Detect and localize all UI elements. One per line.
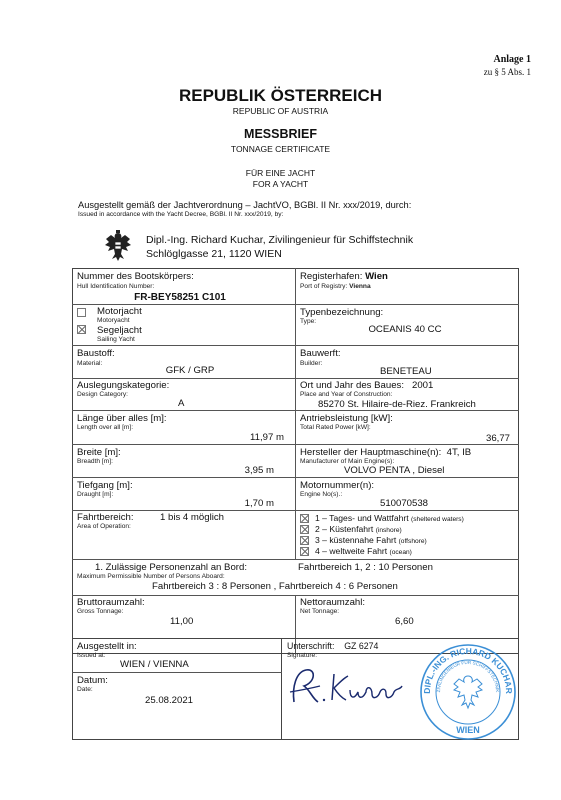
annex-reference: zu § 5 Abs. 1 — [483, 67, 531, 77]
place-year-label-en: Place and Year of Construction: — [300, 391, 393, 398]
builder-label-en: Builder: — [300, 360, 323, 367]
country-title: REPUBLIK ÖSTERREICH — [178, 86, 383, 105]
year-value: 2001 — [412, 380, 434, 391]
document-subtitle: TONNAGE CERTIFICATE — [230, 144, 331, 154]
length-value: 11,97 m — [250, 432, 284, 443]
engine-maker-value: VOLVO PENTA , Diesel — [344, 465, 445, 476]
persons-area-12: Fahrtbereich 1, 2 : 10 Personen — [298, 562, 433, 573]
austrian-eagle-icon — [103, 229, 133, 263]
engineer-stamp — [418, 642, 518, 742]
draught-value: 1,70 m — [244, 498, 274, 509]
svg-text:DIPL.-ING. RICHARD KUCHAR — [422, 646, 514, 694]
issued-decree-de: Ausgestellt gemäß der Jachtverordnung – JachtVO, BGBl. II Nr. xxx/2019, durch: — [78, 200, 412, 210]
gross-tonnage-label: Bruttoraumzahl: — [77, 597, 145, 608]
signature-label-en: Signature: — [287, 652, 318, 659]
yacht-de: FÜR EINE JACHT — [245, 168, 316, 178]
issuer-address: Schlöglgasse 21, 1120 WIEN — [146, 248, 282, 260]
power-label: Antriebsleistung [kW]: — [300, 413, 393, 424]
material-label-en: Material: — [77, 360, 103, 367]
area-1-checkbox — [300, 514, 309, 523]
category-value: A — [178, 398, 185, 409]
issued-at-label: Ausgestellt in: — [77, 641, 137, 652]
area-2-label: 2 – Küstenfahrt (inshore) — [315, 524, 402, 534]
area-4-checkbox — [300, 547, 309, 556]
operation-value: 1 bis 4 möglich — [160, 512, 224, 523]
net-tonnage-label: Nettoraumzahl: — [300, 597, 366, 608]
engine-maker-label-en: Manufacturer of Main Engine(s): — [300, 458, 395, 465]
operation-label: Fahrtbereich: — [77, 512, 134, 523]
place-value: 85270 St. Hilaire-de-Riez. Frankreich — [318, 399, 476, 410]
power-value: 36,77 — [485, 433, 510, 444]
sailing-yacht-label-en: Sailing Yacht — [97, 336, 135, 343]
net-tonnage-label-en: Net Tonnage: — [300, 608, 340, 615]
sailing-yacht-label: Segeljacht — [97, 325, 142, 336]
gross-tonnage-label-en: Gross Tonnage: — [77, 608, 124, 615]
signature-label: Unterschrift: GZ 6274 — [287, 641, 379, 651]
power-label-en: Total Rated Power [kW]: — [300, 424, 371, 431]
draught-label: Tiefgang [m]: — [77, 480, 133, 491]
area-3-label: 3 – küstennahe Fahrt (offshore) — [315, 535, 427, 545]
category-label-en: Design Category: — [77, 391, 128, 398]
material-value: GFK / GRP — [165, 365, 215, 376]
stamp-city: WIEN — [456, 725, 480, 735]
port-label-en: Port of Registry: Vienna — [300, 283, 371, 290]
type-label: Typenbezeichnung: — [300, 307, 384, 318]
breadth-value: 3,95 m — [244, 465, 274, 476]
area-3-checkbox — [300, 536, 309, 545]
breadth-label: Breite [m]: — [77, 447, 121, 458]
length-label-en: Length over all [m]: — [77, 424, 134, 431]
area-4-label: 4 – weltweite Fahrt (ocean) — [315, 546, 412, 556]
type-label-en: Type: — [300, 318, 317, 325]
engine-type-value: 4T, IB — [446, 447, 472, 458]
date-label-en: Date: — [77, 686, 93, 693]
yacht-en: FOR A YACHT — [252, 179, 309, 189]
engine-no-value: 510070538 — [380, 498, 429, 509]
motor-yacht-label: Motorjacht — [97, 306, 142, 317]
issued-decree-en: Issued in accordance with the Yacht Decree, BGBl. II Nr. xxx/2019, by: — [78, 211, 284, 218]
gz-reference: GZ 6274 — [344, 641, 379, 651]
handwritten-signature — [282, 662, 412, 712]
net-tonnage-value: 6,60 — [395, 616, 414, 627]
hull-id-value: FR-BEY58251 C101 — [134, 292, 226, 303]
gross-tonnage-value: 11,00 — [170, 616, 194, 627]
operation-label-en: Area of Operation: — [77, 523, 131, 530]
hull-id-label: Nummer des Bootskörpers: — [77, 271, 194, 282]
draught-label-en: Draught [m]: — [77, 491, 114, 498]
builder-value: BENETEAU — [380, 366, 432, 377]
motor-yacht-label-en: Motoryacht — [97, 317, 130, 324]
builder-label: Bauwerft: — [300, 348, 341, 359]
engine-no-label-en: Engine No(s).: — [300, 491, 343, 498]
type-value: OCEANIS 40 CC — [368, 324, 442, 335]
date-value: 25.08.2021 — [145, 695, 194, 706]
issued-at-label-en: Issued at: — [77, 652, 106, 659]
persons-area-34: Fahrtbereich 3 : 8 Personen , Fahrtbereich 4 : 6 Personen — [152, 581, 398, 592]
issuer-name: Dipl.-Ing. Richard Kuchar, Zivilingenieur für Schiffstechnik — [146, 234, 414, 246]
port-label: Registerhafen: Wien — [300, 271, 388, 282]
annex-label: Anlage 1 — [493, 54, 531, 65]
engine-no-label: Motornummer(n): — [300, 480, 375, 491]
breadth-label-en: Breadth [m]: — [77, 458, 113, 465]
hull-id-label-en: Hull Identification Number: — [77, 283, 155, 290]
length-label: Länge über alles [m]: — [77, 413, 167, 424]
persons-label-en: Maximum Permissible Number of Persons Aboard: — [77, 573, 225, 580]
stamp-ring-subtext: ZIVILINGENIEUR FÜR SCHIFFSTECHNIK — [435, 659, 501, 693]
sailing-yacht-checkbox — [77, 325, 86, 334]
area-2-checkbox — [300, 525, 309, 534]
country-subtitle: REPUBLIC OF AUSTRIA — [232, 106, 329, 116]
place-year-label: Ort und Jahr des Baues: 2001 — [300, 380, 434, 391]
stamp-ring-text: DIPL.-ING. RICHARD KUCHAR — [421, 645, 515, 694]
issued-at-value: WIEN / VIENNA — [120, 659, 189, 670]
motor-yacht-checkbox — [77, 308, 86, 317]
material-label: Baustoff: — [77, 348, 115, 359]
persons-label: 1. Zulässige Personenzahl an Bord: — [95, 562, 247, 573]
document-title: MESSBRIEF — [244, 127, 317, 141]
category-label: Auslegungskategorie: — [77, 380, 170, 391]
date-label: Datum: — [77, 675, 108, 686]
area-1-label: 1 – Tages- und Wattfahrt (sheltered waters) — [315, 513, 464, 523]
engine-maker-label: Hersteller der Hauptmaschine(n): 4T, IB — [300, 447, 472, 458]
